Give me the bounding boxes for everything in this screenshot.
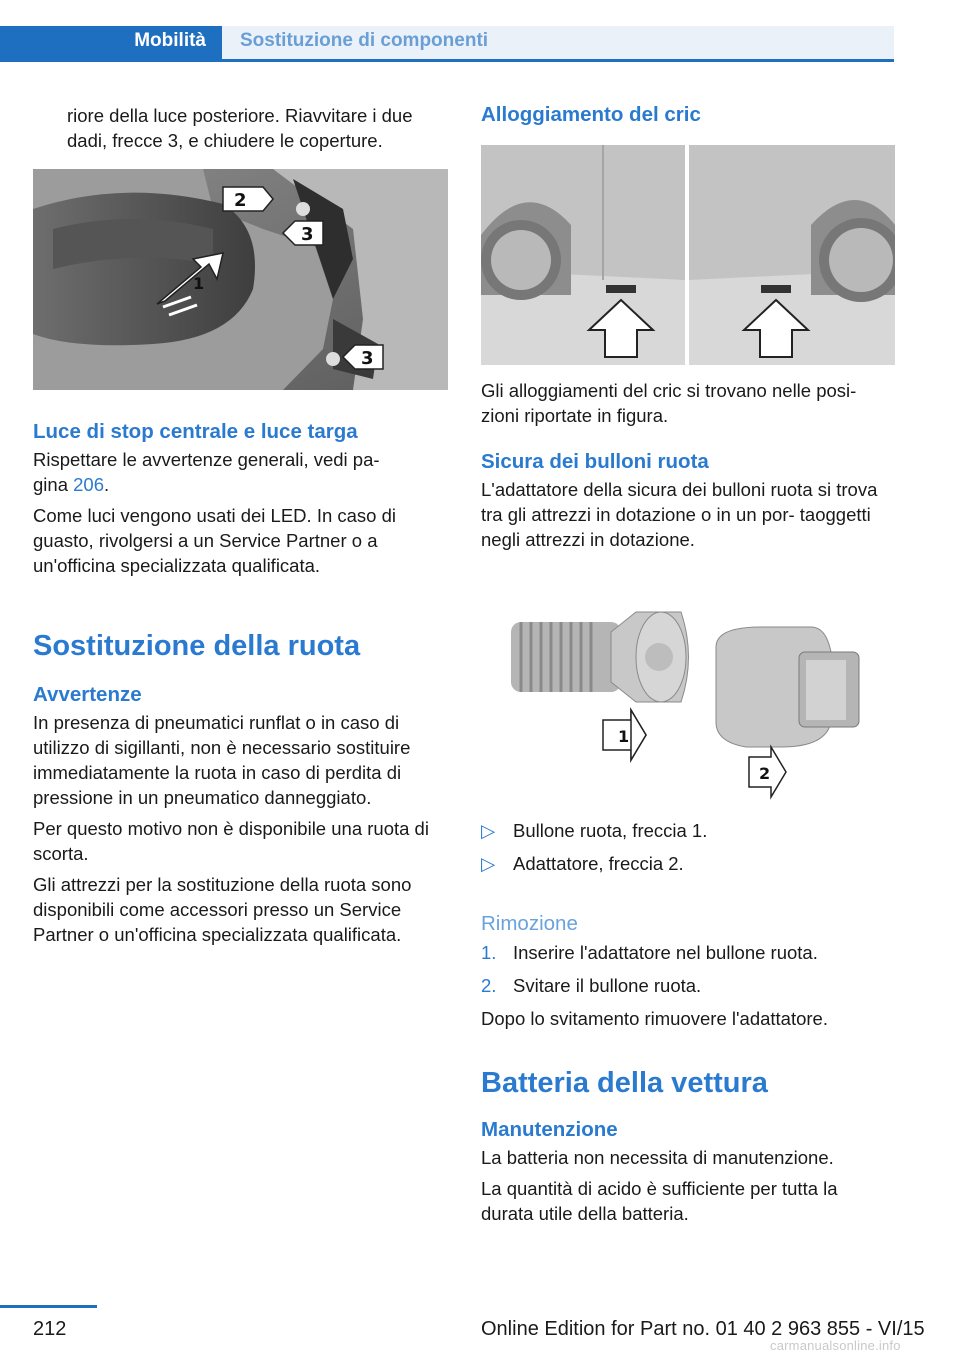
jack-text: [481, 378, 897, 552]
label-3b: 3: [361, 348, 374, 369]
watermark: carmanualsonline.info: [770, 1338, 901, 1353]
list-item: [481, 818, 897, 843]
step-number: 1.: [481, 942, 497, 963]
section-tab: [0, 26, 222, 59]
page-header: [0, 0, 960, 64]
maintenance-paragraph-2: La quantità di acido è sufficiente per tutta la durata utile della batteria.: [481, 1178, 838, 1224]
parts-list: [481, 818, 897, 1226]
wheel-lock-figure: [481, 592, 895, 800]
section-label: Mobilità: [134, 30, 206, 51]
chapter-label: Sostituzione di componenti: [240, 30, 489, 51]
step-item: [481, 940, 897, 965]
warnings-paragraph-2: Per questo motivo non è disponibile una ruota di scorta.: [33, 818, 429, 864]
warnings-paragraph-1: In presenza di pneumatici runflat o in caso di utilizzo di sigillanti, non è necessario sostituire immediatamente la ruota in caso di perdita di pressione in un pneumatico danneggiato.: [33, 712, 411, 808]
list-item-text: Bullone ruota, freccia 1.: [513, 820, 708, 841]
chapter-tab: [222, 26, 894, 59]
jack-paragraph: Gli alloggiamenti del cric si trovano nelle posi- zioni riportate in figura.: [481, 380, 857, 426]
label-bolt-1: 1: [618, 727, 630, 746]
list-item: [481, 851, 897, 876]
header-rule: [0, 59, 894, 62]
label-1: 1: [193, 274, 205, 293]
wheel-section: [33, 630, 449, 947]
label-adapter-2: 2: [759, 764, 771, 783]
stop-light-paragraph-2: Come luci vengono usati dei LED. In caso di guasto, rivolgersi a un Service Partner o a un'officina specializzata qualificata.: [33, 505, 397, 576]
list-item-text: Adattatore, freccia 2.: [513, 853, 684, 874]
removal-after-paragraph: Dopo lo svitamento rimuovere l'adattatore.: [481, 1008, 828, 1029]
stop-light-heading: Luce di stop centrale e luce targa: [33, 420, 358, 443]
stop-light-text: Rispettare le avvertenze generali, vedi pa- gina: [33, 449, 380, 495]
stop-light-section: [33, 420, 449, 578]
maintenance-heading: Manutenzione: [481, 1118, 618, 1141]
step-item: [481, 973, 897, 998]
edition-note: Online Edition for Part no. 01 40 2 963 855 - VI/15: [481, 1318, 925, 1340]
tail-light-figure: [33, 169, 448, 390]
step-text: Inserire l'adattatore nel bullone ruota.: [513, 942, 818, 963]
triangle-bullet-icon: ▷: [481, 853, 496, 874]
arrow-2-icon: [223, 187, 273, 211]
battery-heading: Batteria della vettura: [481, 1067, 768, 1099]
jack-points-figure: [481, 145, 895, 365]
warnings-paragraph-3: Gli attrezzi per la sostituzione della ruota sono disponibili come accessori presso un Service Partner o un'officina specializzata qualificata.: [33, 874, 412, 945]
maintenance-paragraph-1: La batteria non necessita di manutenzione.: [481, 1147, 834, 1168]
stop-light-paragraph-1: [33, 447, 403, 497]
triangle-bullet-icon: ▷: [481, 820, 496, 841]
lock-heading: Sicura dei bulloni ruota: [481, 450, 709, 473]
wheel-heading: Sostituzione della ruota: [33, 630, 361, 662]
jack-section: [481, 103, 897, 127]
footer-rule: [0, 1305, 97, 1308]
label-3a: 3: [301, 224, 314, 245]
removal-heading: Rimozione: [481, 912, 578, 935]
wheel-bolt-icon: [511, 612, 689, 702]
intro-paragraph: riore della luce posteriore. Riavvitare i due dadi, frecce 3, e chiudere le coperture.: [67, 105, 413, 151]
jack-heading: Alloggiamento del cric: [481, 103, 701, 126]
stop-light-period: .: [104, 474, 110, 495]
warnings-heading: Avvertenze: [33, 683, 142, 706]
page-link[interactable]: 206: [73, 474, 104, 495]
label-2: 2: [234, 190, 247, 211]
step-text: Svitare il bullone ruota.: [513, 975, 702, 996]
step-number: 2.: [481, 975, 497, 996]
lock-paragraph: L'adattatore della sicura dei bulloni ruota si trova tra gli attrezzi in dotazione o in un por- taoggetti negli attrezzi in dotazione.: [481, 479, 878, 550]
page-number: 212: [33, 1318, 67, 1340]
left-intro: [33, 103, 449, 153]
